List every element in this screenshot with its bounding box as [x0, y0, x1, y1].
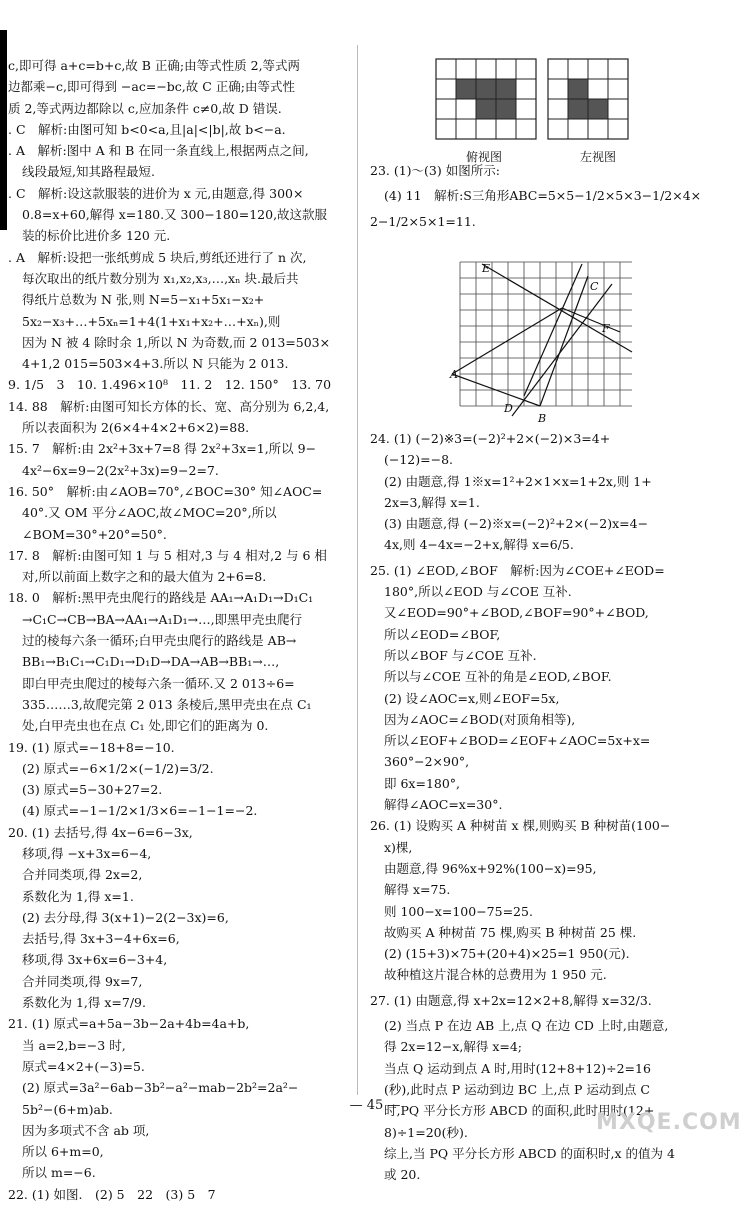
text-line: . A 解析:图中 A 和 B 在同一条直线上,根据两点之间, — [8, 143, 309, 159]
text-line: 即白甲壳虫爬过的棱每六条一循环.又 2 013÷6= — [22, 675, 295, 691]
label-D: D — [504, 402, 513, 415]
text-line: 22. (1) 如图. (2) 5 22 (3) 5 7 — [8, 1186, 216, 1202]
text-line: 0.8=x+60,解得 x=180.又 300−180=120,故这款服 — [22, 207, 328, 223]
text-line: 8)÷1=20(秒). — [384, 1124, 468, 1140]
left-view-grid — [548, 59, 628, 139]
text-line: 17. 8 解析:由图可知 1 与 5 相对,3 与 4 相对,2 与 6 相 — [8, 547, 327, 563]
text-line: . A 解析:设把一张纸剪成 5 块后,剪纸还进行了 n 次, — [8, 249, 307, 265]
text-line: (秒),此时点 P 运动到边 BC 上,点 P 运动到点 C — [384, 1081, 650, 1097]
right-column-a — [370, 160, 732, 232]
text-line: 每次取出的纸片数分别为 x₁,x₂,x₃,…,xₙ 块.最后共 — [22, 270, 299, 286]
text-line: 15. 7 解析:由 2x²+3x+7=8 得 2x²+3x=1,所以 9− — [8, 441, 317, 457]
text-line: 原式=4×2+(−3)=5. — [22, 1058, 145, 1074]
label-A: A — [450, 368, 458, 381]
text-line: 当 a=2,b=−3 时, — [22, 1037, 126, 1053]
text-line: 18. 0 解析:黑甲壳虫爬行的路线是 AA₁→A₁D₁→D₁C₁ — [8, 590, 314, 606]
text-line: 由题意,得 96%x+92%(100−x)=95, — [384, 860, 597, 876]
text-line: (2) 由题意,得 1※x=1²+2×1×x=1+2x,则 1+ — [384, 473, 652, 489]
text-line: 系数化为 1,得 x=7/9. — [22, 995, 146, 1011]
left-column — [8, 55, 343, 1205]
text-line: . C 解析:由图可知 b<0<a,且|a|<|b|,故 b<−a. — [8, 121, 286, 137]
text-line: 360°−2×90°, — [384, 754, 470, 770]
text-line: (2) 去分母,得 3(x+1)−2(2−3x)=6, — [22, 909, 229, 925]
text-line: 23. (1)～(3) 如图所示: — [370, 163, 500, 178]
text-line: 综上,当 PQ 平分长方形 ABCD 的面积时,x 的值为 4 — [384, 1145, 675, 1161]
top-view-caption: 俯视图 — [466, 150, 503, 164]
right-column-b — [370, 428, 732, 1185]
text-line: 2x=3,解得 x=1. — [384, 494, 480, 510]
text-line: 4x²−6x=9−2(2x²+3x)=9−2=7. — [22, 462, 219, 478]
text-line: (2) 原式=3a²−6ab−3b²−a²−mab−2b²=2a²− — [22, 1080, 299, 1096]
label-C: C — [590, 280, 599, 293]
text-line: 线段最短,知其路程最短. — [22, 164, 155, 180]
text-line: 得纸片总数为 N 张,则 N=5−x₁+5x₁−x₂+ — [22, 292, 265, 308]
text-line: (3) 原式=5−30+27=2. — [22, 782, 163, 798]
text-line: 对,所以前面上数字之和的最大值为 2+6=8. — [22, 569, 267, 585]
text-line: 335……3,故爬完第 2 013 条棱后,黑甲壳虫在点 C₁ — [22, 696, 312, 712]
text-line: 则 100−x=100−75=25. — [384, 903, 533, 919]
text-line: BB₁→B₁C₁→C₁D₁→D₁D→DA→AB→BB₁→…, — [22, 654, 280, 670]
text-line: (4) 11 解析:S三角形ABC=5×5−1/2×5×3−1/2×4× — [384, 188, 702, 204]
text-line: 40°.又 OM 平分∠AOC,故∠MOC=20°,所以 — [22, 505, 277, 521]
text-line: 21. (1) 原式=a+5a−3b−2a+4b=4a+b, — [8, 1016, 250, 1032]
text-line: 边都乘−c,即可得到 −ac=−bc,故 C 正确;由等式性 — [8, 79, 295, 95]
text-line: (3) 由题意,得 (−2)※x=(−2)²+2×(−2)x=4− — [384, 516, 649, 532]
text-line: 所以 6+m=0, — [22, 1144, 104, 1160]
text-line: 5x₂−x₃+…+5xₙ=1+4(1+x₁+x₂+…+xₙ),则 — [22, 313, 281, 329]
grid-svg — [452, 256, 642, 426]
text-line: x)棵, — [384, 839, 413, 855]
text-line: (2) 当点 P 在边 AB 上,点 Q 在边 CD 上时,由题意, — [384, 1018, 669, 1034]
text-line: 又∠EOD=90°+∠BOD,∠BOF=90°+∠BOD, — [384, 605, 649, 621]
text-line: 解得 x=75. — [384, 882, 451, 898]
page-number: — 45 — — [349, 1098, 401, 1113]
text-line: 4+1,2 015=503×4+3.所以 N 只能为 2 013. — [22, 356, 289, 372]
text-line: 合并同类项,得 9x=7, — [22, 973, 143, 989]
text-line: 过的棱每六条一循环;白甲壳虫爬行的路线是 AB→ — [22, 633, 297, 649]
text-line: 24. (1) (−2)※3=(−2)²+2×(−2)×3=4+ — [370, 431, 611, 446]
text-line: 9. 1/5 3 10. 1.496×10⁸ 11. 2 12. 150° 13. 70 — [8, 377, 332, 393]
left-view-caption: 左视图 — [580, 150, 617, 164]
text-line: (−12)=−8. — [384, 452, 454, 468]
text-line: 2−1/2×5×1=11. — [370, 213, 476, 229]
watermark: MXQE.COM — [596, 1110, 742, 1135]
text-line: ∠BOM=30°+20°=50°. — [22, 526, 167, 542]
text-line: 所以 m=−6. — [22, 1165, 96, 1181]
text-line: 所以与∠COE 互补的角是∠EOD,∠BOF. — [384, 669, 612, 685]
text-line: c,即可得 a+c=b+c,故 B 正确;由等式性质 2,等式两 — [8, 58, 301, 73]
text-line: 质 2,等式两边都除以 c,应加条件 c≠0,故 D 错误. — [8, 100, 282, 116]
text-line: 所以表面积为 2(6×4+4×2+6×2)=88. — [22, 420, 250, 436]
text-line: 20. (1) 去括号,得 4x−6=6−3x, — [8, 824, 193, 840]
text-line: (2) (15+3)×75+(20+4)×25=1 950(元). — [384, 946, 630, 962]
text-line: 时,PQ 平分长方形 ABCD 的面积,此时用时(12+ — [384, 1103, 655, 1119]
text-line: 26. (1) 设购买 A 种树苗 x 棵,则购买 B 种树苗(100− — [370, 818, 671, 834]
text-line: (2) 设∠AOC=x,则∠EOF=5x, — [384, 690, 560, 706]
text-line: 5b²−(6+m)ab. — [22, 1101, 113, 1117]
text-line: 移项,得 3x+6x=6−3+4, — [22, 952, 168, 968]
text-line: 合并同类项,得 2x=2, — [22, 867, 143, 883]
views-svg — [432, 55, 652, 165]
text-line: 所以∠EOD=∠BOF, — [384, 626, 501, 642]
text-line: 因为 N 被 4 除时余 1,所以 N 为奇数,而 2 013=503× — [22, 334, 331, 350]
text-line: (2) 原式=−6×1/2×(−1/2)=3/2. — [22, 760, 214, 776]
text-line: 移项,得 −x+3x=6−4, — [22, 845, 152, 861]
text-line: 180°,所以∠EOD 与∠COE 互补. — [384, 584, 572, 600]
text-line: 去括号,得 3x+3−4+6x=6, — [22, 931, 180, 947]
text-line: 得 2x=12−x,解得 x=4; — [384, 1039, 523, 1055]
text-line: 16. 50° 解析:由∠AOB=70°,∠BOC=30° 知∠AOC= — [8, 483, 323, 499]
text-line: 19. (1) 原式=−18+8=−10. — [8, 739, 175, 755]
text-line: 25. (1) ∠EOD,∠BOF 解析:因为∠COE+∠EOD= — [370, 562, 665, 578]
text-line: →C₁C→CB→BA→AA₁→A₁D₁→…,即黑甲壳虫爬行 — [22, 611, 303, 627]
label-F: F — [602, 322, 610, 335]
text-line: 处,白甲壳虫也在点 C₁ 处,即它们的距离为 0. — [22, 718, 269, 734]
text-line: 解得∠AOC=x=30°. — [384, 797, 503, 813]
geometry-grid-figure — [452, 256, 642, 430]
text-line: 27. (1) 由题意,得 x+2x=12×2+8,解得 x=32/3. — [370, 992, 652, 1008]
construction-lines — [452, 264, 632, 416]
label-B: B — [538, 412, 547, 425]
text-line: 4x,则 4−4x=−2+x,解得 x=6/5. — [384, 537, 574, 553]
text-line: 所以∠BOF 与∠COE 互补. — [384, 647, 537, 663]
text-line: 故购买 A 种树苗 75 棵,购买 B 种树苗 25 棵. — [384, 924, 637, 940]
text-line: 装的标价比进价多 120 元. — [22, 228, 171, 244]
three-view-figure — [432, 55, 652, 169]
column-divider — [357, 45, 358, 1095]
label-E: E — [482, 262, 491, 275]
binding-edge-bar — [0, 30, 7, 230]
text-line: . C 解析:设这款服装的进价为 x 元,由题意,得 300× — [8, 185, 304, 201]
top-view-grid — [436, 59, 536, 139]
text-line: 即 6x=180°, — [384, 775, 461, 791]
text-line: 因为∠AOC=∠BOD(对顶角相等), — [384, 711, 576, 727]
text-line: 所以∠EOF+∠BOD=∠EOF+∠AOC=5x+x= — [384, 733, 651, 749]
text-line: 故种植这片混合林的总费用为 1 950 元. — [384, 967, 607, 983]
text-line: 或 20. — [384, 1167, 421, 1183]
text-line: (4) 原式=−1−1/2×1/3×6=−1−1=−2. — [22, 803, 258, 819]
text-line: 因为多项式不含 ab 项, — [22, 1122, 150, 1138]
text-line: 当点 Q 运动到点 A 时,用时(12+8+12)÷2=16 — [384, 1060, 651, 1076]
text-line: 系数化为 1,得 x=1. — [22, 888, 134, 904]
text-line: 14. 88 解析:由图可知长方体的长、宽、高分别为 6,2,4, — [8, 398, 330, 414]
